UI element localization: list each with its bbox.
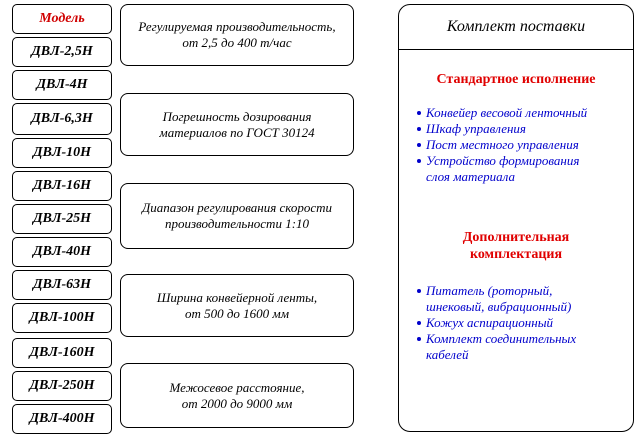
list-item: Питатель (роторный, шнековый, вибрационный)	[417, 283, 625, 315]
list-item: Шкаф управления	[417, 121, 625, 137]
list-item: Конвейер весовой ленточный	[417, 105, 625, 121]
model-header: Модель	[12, 4, 112, 34]
model-item: ДВЛ-400Н	[12, 404, 112, 434]
model-item: ДВЛ-10Н	[12, 138, 112, 168]
kit-title: Комплект поставки	[399, 5, 633, 50]
feature-box-center-distance	[120, 363, 354, 428]
standard-heading: Стандартное исполнение	[436, 72, 596, 87]
feature-line: Диапазон регулирования скорости	[141, 200, 333, 215]
model-item: ДВЛ-25Н	[12, 204, 112, 234]
additional-list	[417, 283, 625, 363]
model-item: ДВЛ-40Н	[12, 237, 112, 267]
feature-line: от 500 до 1600 мм	[184, 305, 290, 321]
standard-list	[417, 105, 625, 185]
feature-box-speed-range	[120, 183, 354, 249]
feature-line: материалов по ГОСТ 30124	[159, 124, 315, 140]
feature-line: Ширина конвейерной ленты,	[156, 289, 318, 305]
feature-line: Регулируемая производительность,	[138, 19, 336, 34]
feature-line: от 2,5 до 400 т/час	[182, 35, 292, 50]
feature-line: Погрешность дозирования	[162, 108, 312, 124]
model-item: ДВЛ-100Н	[12, 303, 112, 333]
feature-line: от 2000 до 9000 мм	[181, 395, 293, 411]
feature-line: Межосевое расстояние,	[169, 379, 305, 395]
list-item: Кожух аспирационный	[417, 315, 625, 331]
model-item: ДВЛ-2,5Н	[12, 37, 112, 67]
list-item: Устройство формирования слоя материала	[417, 153, 625, 185]
model-item: ДВЛ-16Н	[12, 171, 112, 201]
feature-box-belt-width	[120, 274, 354, 337]
additional-heading	[399, 229, 633, 263]
feature-line: производительности 1:10	[164, 216, 310, 231]
model-item: ДВЛ-160Н	[12, 338, 112, 368]
feature-box-productivity	[120, 4, 354, 66]
model-item: ДВЛ-6,3Н	[12, 103, 112, 135]
delivery-kit-panel	[398, 4, 634, 432]
list-item: Комплект соединительных кабелей	[417, 331, 625, 363]
model-item: ДВЛ-250Н	[12, 371, 112, 401]
list-item: Пост местного управления	[417, 137, 625, 153]
additional-heading-line: Дополнительная	[462, 230, 570, 245]
additional-heading-line: комплектация	[469, 247, 563, 262]
model-item: ДВЛ-4Н	[12, 70, 112, 100]
feature-box-accuracy	[120, 93, 354, 156]
model-item: ДВЛ-63Н	[12, 270, 112, 300]
